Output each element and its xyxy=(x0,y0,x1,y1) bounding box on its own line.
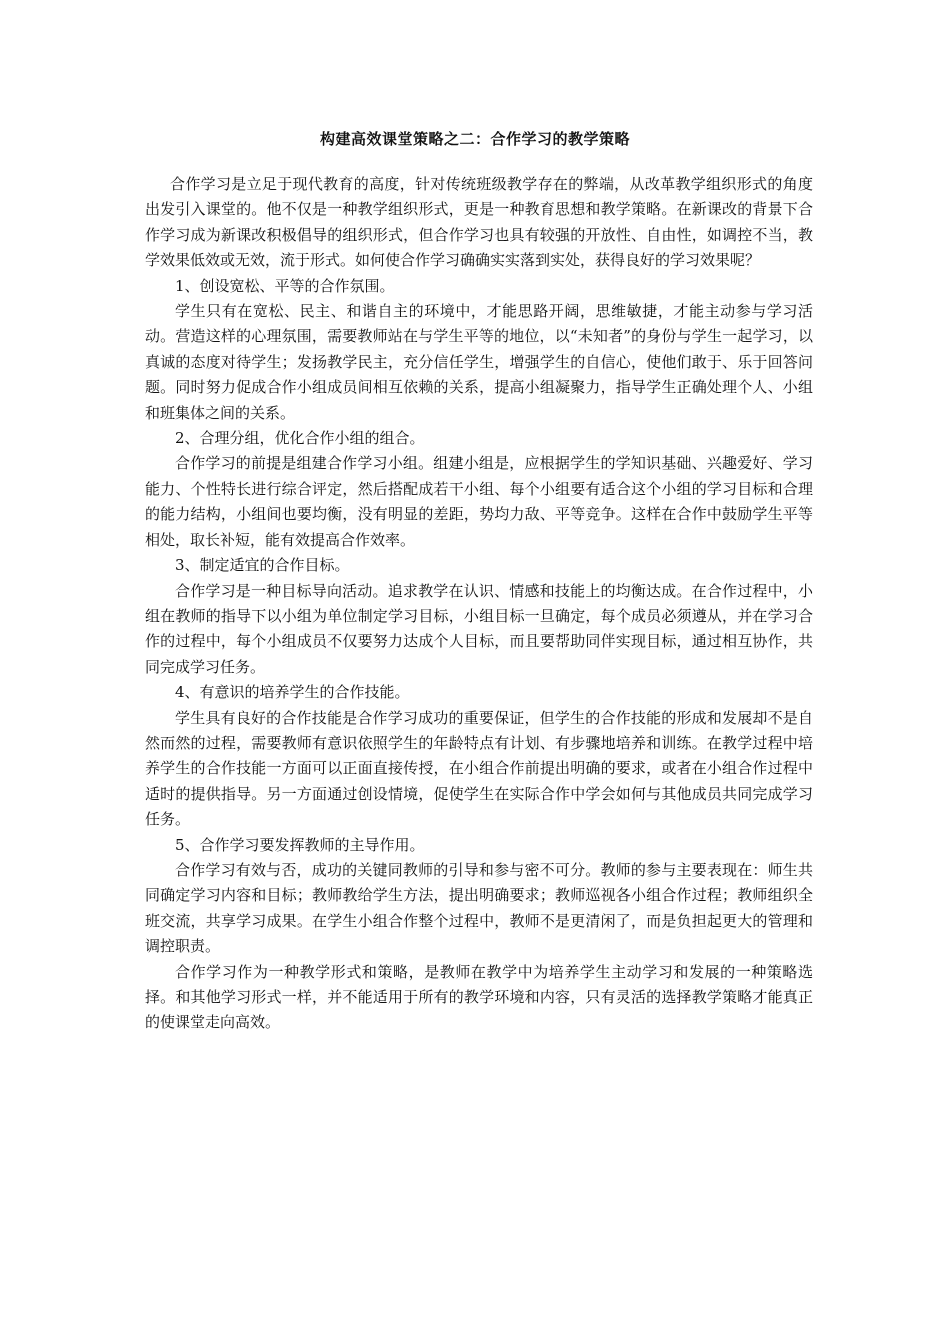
section-heading-5: 5、合作学习要发挥教师的主导作用。 xyxy=(175,835,425,854)
conclusion-paragraph: 合作学习作为一种教学形式和策略，是教师在教学中为培养学生主动学习和发展的一种策略选择。和其他学习形式一样，并不能适用于所有的教学环境和内容，只有灵活的选择教学策略才能真正的使课堂走向高效。 xyxy=(145,962,813,1032)
section-paragraph-2: 合作学习的前提是组建合作学习小组。组建小组是，应根据学生的学知识基础、兴趣爱好、学习能力、个性特长进行综合评定，然后搭配成若干小组、每个小组要有适合这个小组的学习目标和合理的能力结构，小组间也要均衡，没有明显的差距，势均力敌、平等竞争。这样在合作中鼓励学生平等相处，取长补短，能有效提高合作效率。 xyxy=(145,454,813,549)
section-paragraph-5: 合作学习有效与否，成功的关键同教师的引导和参与密不可分。教师的参与主要表现在：师生共同确定学习内容和目标；教师教给学生方法，提出明确要求；教师巡视各小组合作过程；教师组织全班交流，共享学习成果。在学生小组合作整个过程中，教师不是更清闲了，而是负担起更大的管理和调控职责。 xyxy=(145,860,813,956)
section-heading-3: 3、制定适宜的合作目标。 xyxy=(175,556,350,575)
section-paragraph-4: 学生具有良好的合作技能是合作学习成功的重要保证，但学生的合作技能的形成和发展却不是自然而然的过程，需要教师有意识依照学生的年龄特点有计划、有步骤地培养和训练。在教学过程中培养学生的合作技能一方面可以正面直接传授，在小组合作前提出明确的要求，或者在小组合作过程中适时的提供指导。另一方面通过创设情境，促使学生在实际合作中学会如何与其他成员共同完成学习任务。 xyxy=(145,708,813,829)
section-heading-2: 2、合理分组，优化合作小组的组合。 xyxy=(175,429,425,448)
document-body xyxy=(145,172,813,1036)
section-heading-4: 4、有意识的培养学生的合作技能。 xyxy=(175,683,410,702)
section-paragraph-3: 合作学习是一种目标导向活动。追求教学在认识、情感和技能上的均衡达成。在合作过程中，小组在教师的指导下以小组为单位制定学习目标，小组目标一旦确定，每个成员必须遵从，并在学习合作的过程中，每个小组成员不仅要努力达成个人目标，而且要帮助同伴实现目标，通过相互协作，共同完成学习任务。 xyxy=(145,581,813,676)
section-paragraph-1: 学生只有在宽松、民主、和谐自主的环境中，才能思路开阔，思维敏捷，才能主动参与学习活动。营造这样的心理氛围，需要教师站在与学生平等的地位，以“未知者”的身份与学生一起学习，以真诚的态度对待学生；发扬教学民主，充分信任学生，增强学生的自信心，使他们敢于、乐于回答问题。同时努力促成合作小组成员间相互依赖的关系，提高小组凝聚力，指导学生正确处理个人、小组和班集体之间的关系。 xyxy=(145,302,813,422)
section-heading-1: 1、创设宽松、平等的合作氛围。 xyxy=(175,276,395,295)
intro-paragraph: 合作学习是立足于现代教育的高度，针对传统班级教学存在的弊端，从改革教学组织形式的角度出发引入课堂的。他不仅是一种教学组织形式，更是一种教育思想和教学策略。在新课改的背景下合作学习成为新课改积极倡导的组织形式，但合作学习也具有较强的开放性、自由性，如调控不当，教学效果低效或无效，流于形式。如何使合作学习确确实实落到实处，获得良好的学习效果呢？ xyxy=(145,175,813,270)
document-title: 构建高效课堂策略之二：合作学习的教学策略 xyxy=(319,130,630,148)
